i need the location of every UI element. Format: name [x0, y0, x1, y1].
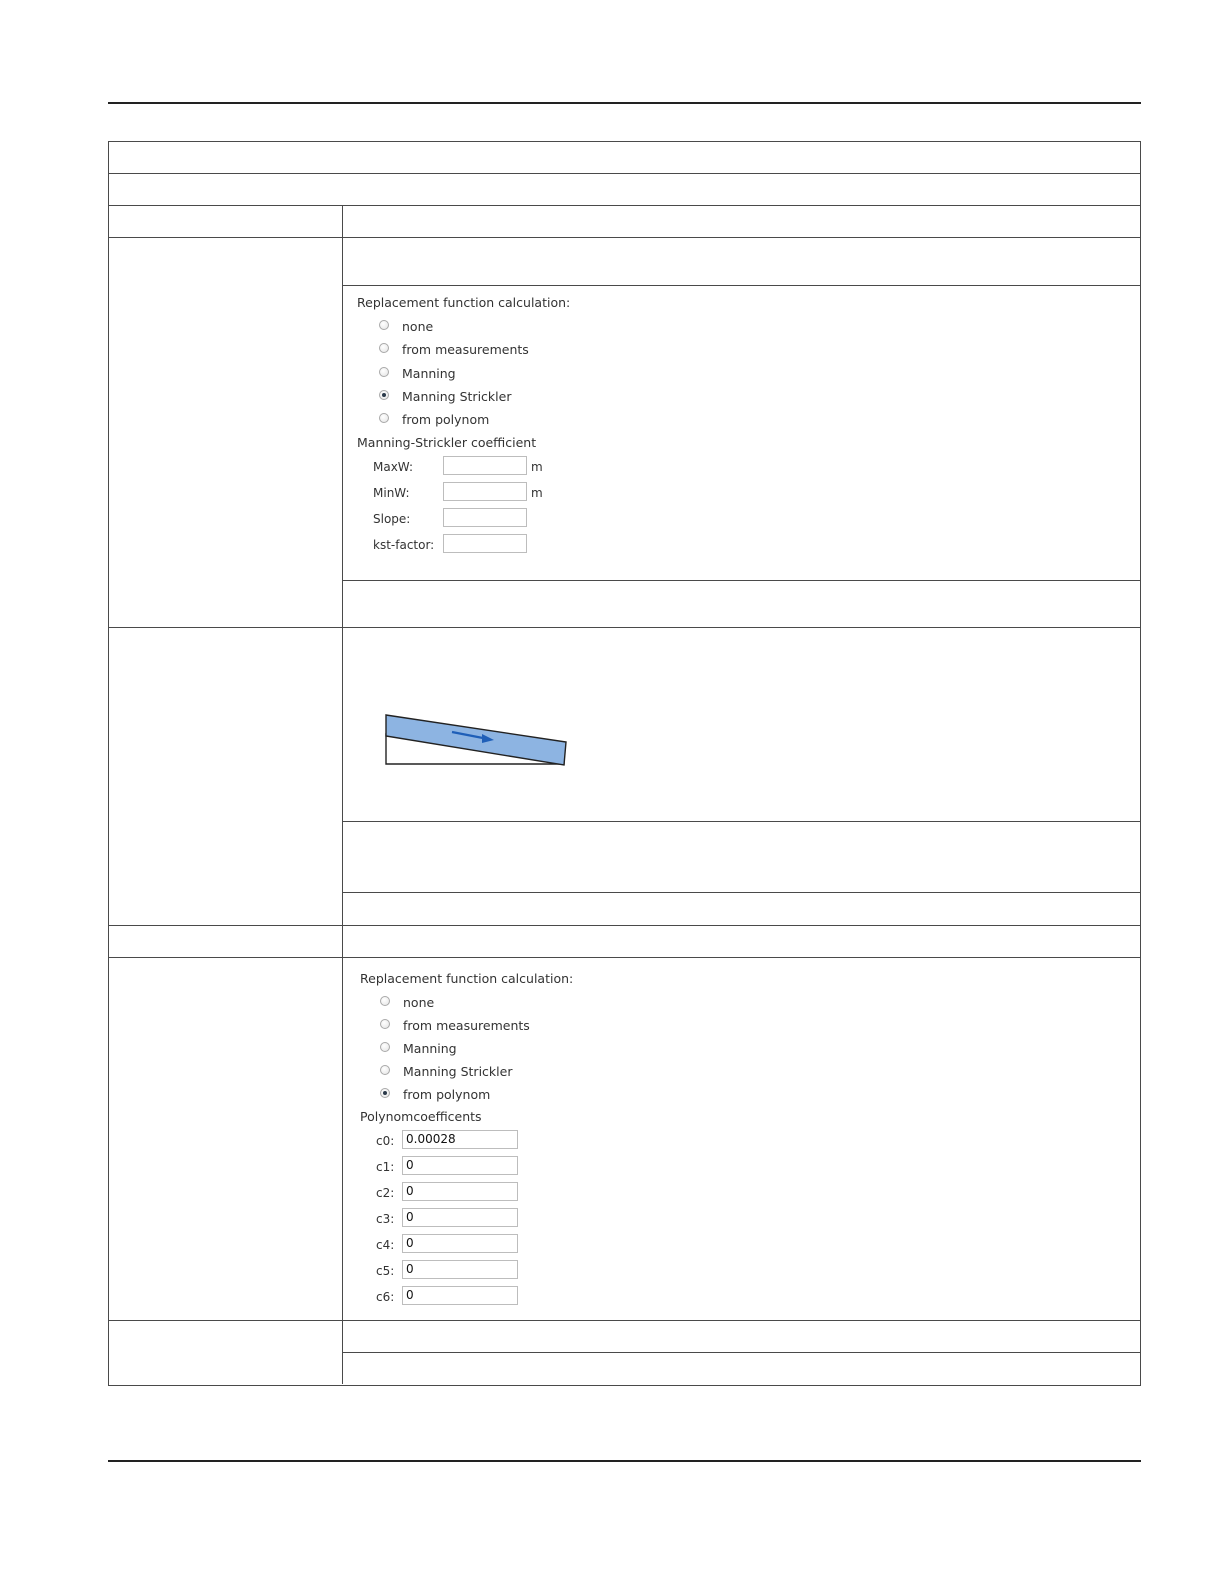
- radio-manning[interactable]: [379, 367, 389, 377]
- table-row-divider: [108, 237, 1141, 238]
- c5-label: c5:: [376, 1264, 395, 1278]
- document-table: [108, 141, 1141, 1386]
- table-cell-divider: [343, 1352, 1141, 1353]
- radio-manning-2[interactable]: [380, 1042, 390, 1052]
- radio-from-polynom[interactable]: [379, 413, 389, 423]
- radio-from-polynom-2[interactable]: [380, 1088, 390, 1098]
- radio-manning-strickler-2[interactable]: [380, 1065, 390, 1075]
- radio-from-measurements-2[interactable]: [380, 1019, 390, 1029]
- radio-label-from-polynom-2: from polynom: [403, 1087, 491, 1102]
- radio-from-measurements[interactable]: [379, 343, 389, 353]
- radio-label-manning-strickler-2: Manning Strickler: [403, 1064, 513, 1079]
- footer-rule: [108, 1460, 1141, 1462]
- polynomcoefficients-title: Polynomcoefficents: [360, 1109, 482, 1124]
- c4-field[interactable]: 0: [402, 1234, 518, 1253]
- minw-field[interactable]: [443, 482, 527, 501]
- kst-factor-field[interactable]: [443, 534, 527, 553]
- table-cell-divider: [343, 821, 1141, 822]
- channel-slope-diagram: [380, 710, 572, 770]
- radio-label-from-polynom: from polynom: [402, 412, 490, 427]
- c6-label: c6:: [376, 1290, 395, 1304]
- table-cell-divider: [343, 285, 1141, 286]
- table-column-divider: [342, 205, 343, 1384]
- minw-unit: m: [531, 486, 543, 500]
- slope-label: Slope:: [373, 512, 411, 526]
- radio-none-2[interactable]: [380, 996, 390, 1006]
- replacement-function-title-2: Replacement function calculation:: [360, 971, 574, 986]
- maxw-field[interactable]: [443, 456, 527, 475]
- c3-field[interactable]: 0: [402, 1208, 518, 1227]
- replacement-function-title: Replacement function calculation:: [357, 295, 571, 310]
- manning-strickler-coefficient-title: Manning-Strickler coefficient: [357, 435, 537, 450]
- c0-field[interactable]: 0.00028: [402, 1130, 518, 1149]
- table-row-divider: [108, 627, 1141, 628]
- radio-label-manning-strickler: Manning Strickler: [402, 389, 512, 404]
- table-row-divider: [108, 205, 1141, 206]
- radio-label-none-2: none: [403, 995, 435, 1010]
- table-cell-divider: [343, 892, 1141, 893]
- radio-manning-strickler[interactable]: [379, 390, 389, 400]
- header-rule: [108, 102, 1141, 104]
- radio-none[interactable]: [379, 320, 389, 330]
- minw-label: MinW:: [373, 486, 410, 500]
- table-row-divider: [108, 1320, 1141, 1321]
- slope-field[interactable]: [443, 508, 527, 527]
- maxw-unit: m: [531, 460, 543, 474]
- c4-label: c4:: [376, 1238, 395, 1252]
- radio-label-from-measurements: from measurements: [402, 342, 529, 357]
- c2-field[interactable]: 0: [402, 1182, 518, 1201]
- c2-label: c2:: [376, 1186, 395, 1200]
- c6-field[interactable]: 0: [402, 1286, 518, 1305]
- radio-label-from-measurements-2: from measurements: [403, 1018, 530, 1033]
- table-row-divider: [108, 925, 1141, 926]
- table-cell-divider: [343, 580, 1141, 581]
- kst-factor-label: kst-factor:: [373, 538, 435, 552]
- radio-label-manning: Manning: [402, 366, 456, 381]
- radio-label-manning-2: Manning: [403, 1041, 457, 1056]
- maxw-label: MaxW:: [373, 460, 414, 474]
- radio-label-none: none: [402, 319, 434, 334]
- c1-field[interactable]: 0: [402, 1156, 518, 1175]
- c5-field[interactable]: 0: [402, 1260, 518, 1279]
- table-row-divider: [108, 957, 1141, 958]
- c3-label: c3:: [376, 1212, 395, 1226]
- c1-label: c1:: [376, 1160, 395, 1174]
- c0-label: c0:: [376, 1134, 395, 1148]
- table-row-divider: [108, 173, 1141, 174]
